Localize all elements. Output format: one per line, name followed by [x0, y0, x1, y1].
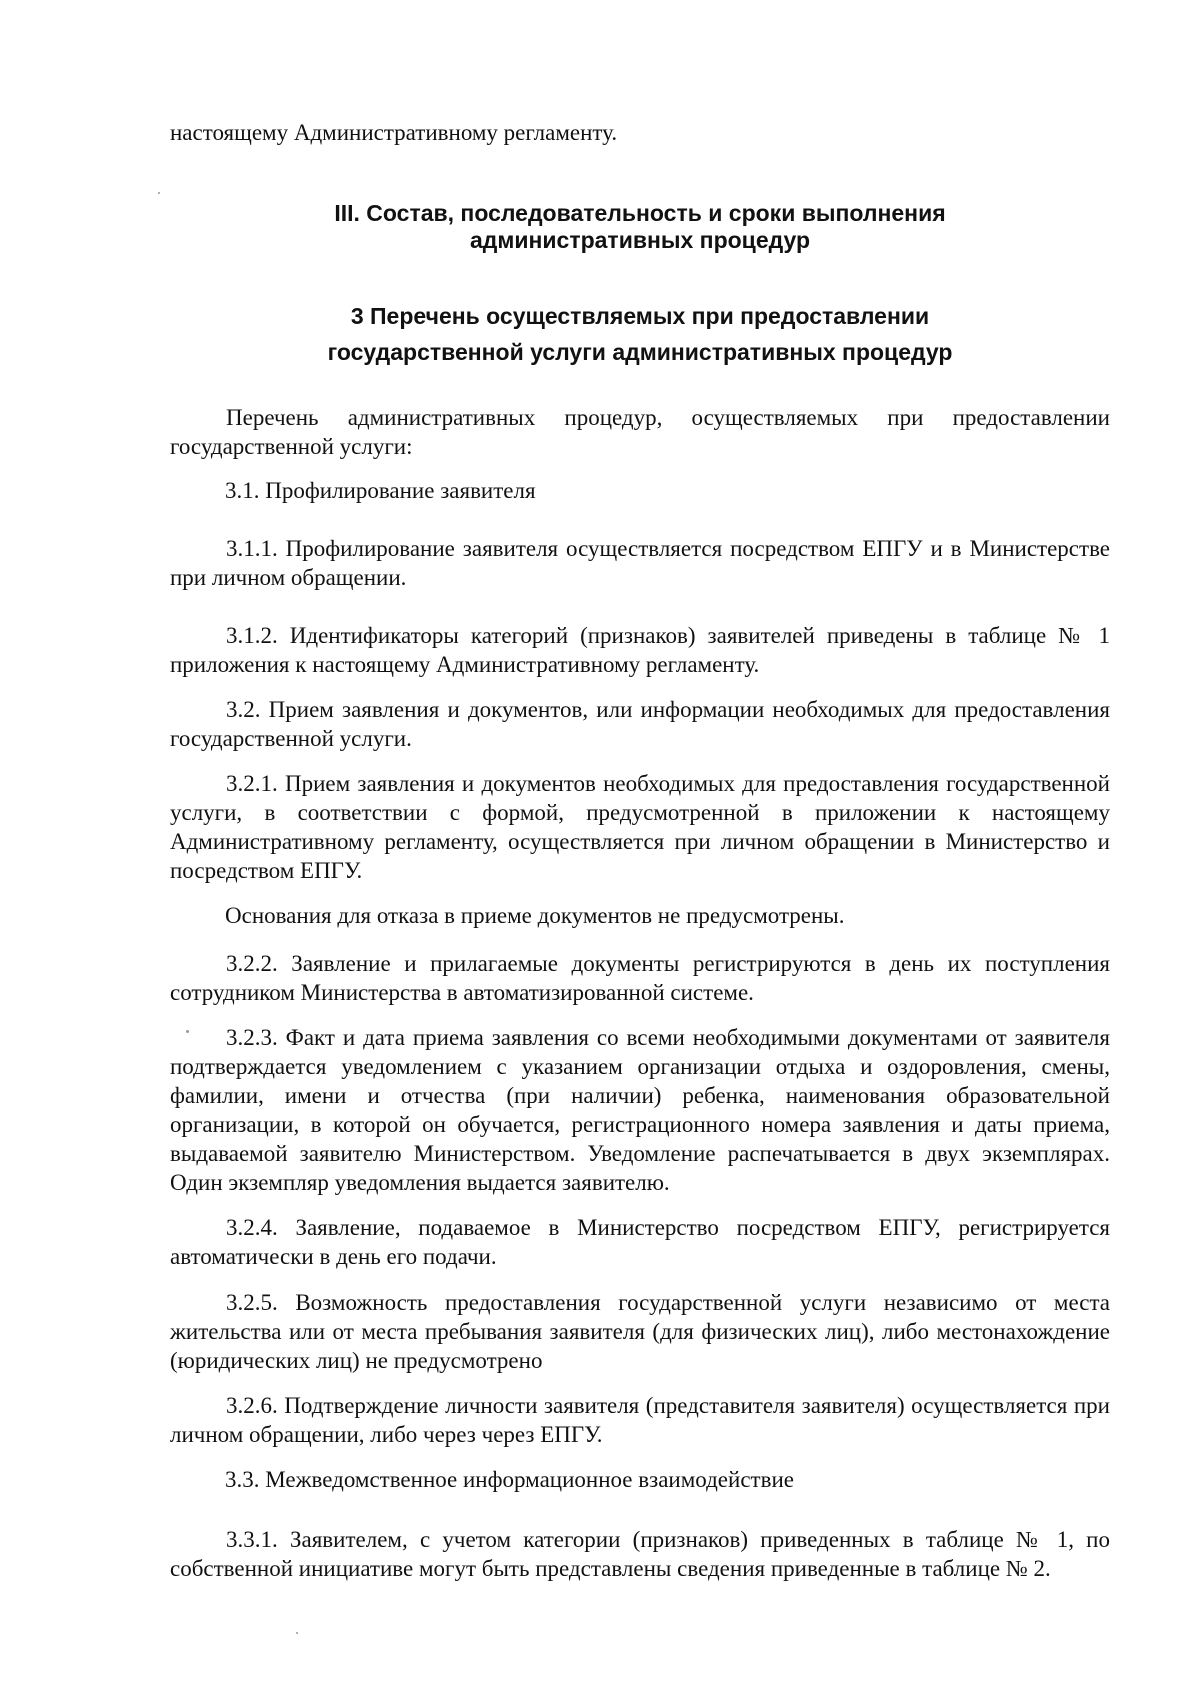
top-line: настоящему Административному регламенту.: [170, 120, 618, 145]
subsection-heading-line-2: государственной услуги административных процедур: [327, 339, 953, 365]
scan-speck: [158, 192, 160, 194]
paragraph-3-2-4: 3.2.4. Заявление, подаваемое в Министерство посредством ЕПГУ, регистрируется автоматически в день его подачи.: [170, 1215, 1110, 1269]
paragraph-3-3: 3.3. Межведомственное информационное взаимодействие: [225, 1467, 794, 1492]
paragraph-3-1: 3.1. Профилирование заявителя: [225, 478, 536, 503]
paragraph-3-1-2: 3.1.2. Идентификаторы категорий (признаков) заявителей приведены в таблице № 1 приложения к настоящему Административному регламенту.: [170, 623, 1110, 677]
subsection-heading: [220, 298, 1060, 370]
paragraph-3-2: 3.2. Прием заявления и документов, или информации необходимых для предоставления государственной услуги.: [170, 697, 1110, 751]
subsection-heading-line-1: 3 Перечень осуществляемых при предоставлении: [350, 303, 930, 329]
paragraph-intro: Перечень административных процедур, осуществляемых при предоставлении государственной услуги:: [170, 405, 1110, 459]
paragraph-3-2-1: 3.2.1. Прием заявления и документов необходимых для предоставления государственной услуги, в соответствии с формой, предусмотренной в приложении к настоящему Административному регламенту, осуществляется при личном обращении в Министерство и посредством ЕПГУ.: [170, 771, 1110, 883]
scan-speck: [296, 1632, 298, 1634]
scan-speck: [186, 1030, 189, 1033]
paragraph-3-2-5: 3.2.5. Возможность предоставления государственной услуги независимо от места жительства или от места пребывания заявителя (для физических лиц), либо местонахождение (юридических лиц) не предусмотрено: [170, 1290, 1110, 1373]
paragraph-3-2-2: 3.2.2. Заявление и прилагаемые документы регистрируются в день их поступления сотрудником Министерства в автоматизированной системе.: [170, 951, 1110, 1005]
paragraph-3-1-1: 3.1.1. Профилирование заявителя осуществляется посредством ЕПГУ и в Министерстве при личном обращении.: [170, 536, 1110, 590]
section-heading-line-2: административных процедур: [469, 227, 811, 253]
section-heading: [220, 200, 1060, 254]
section-heading-line-1: III. Состав, последовательность и сроки выполнения: [334, 200, 946, 226]
paragraph-3-2-6: 3.2.6. Подтверждение личности заявителя (представителя заявителя) осуществляется при личном обращении, либо через через ЕПГУ.: [170, 1393, 1110, 1447]
paragraph-3-2-3: 3.2.3. Факт и дата приема заявления со всеми необходимыми документами от заявителя подтверждается уведомлением с указанием организации отдыха и оздоровления, смены, фамилии, имени и отчества (при наличии) ребенка, наименования образовательной организации, в которой он обучается, регистрационного номера заявления и даты приема, выдаваемой заявителю Министерством. Уведомление распечатывается в двух экземплярах. Один экземпляр уведомления выдается заявителю.: [170, 1025, 1110, 1195]
paragraph-refusal: Основания для отказа в приеме документов не предусмотрены.: [225, 903, 845, 928]
paragraph-3-3-1: 3.3.1. Заявителем, с учетом категории (признаков) приведенных в таблице № 1, по собственной инициативе могут быть представлены сведения приведенные в таблице № 2.: [170, 1527, 1110, 1581]
